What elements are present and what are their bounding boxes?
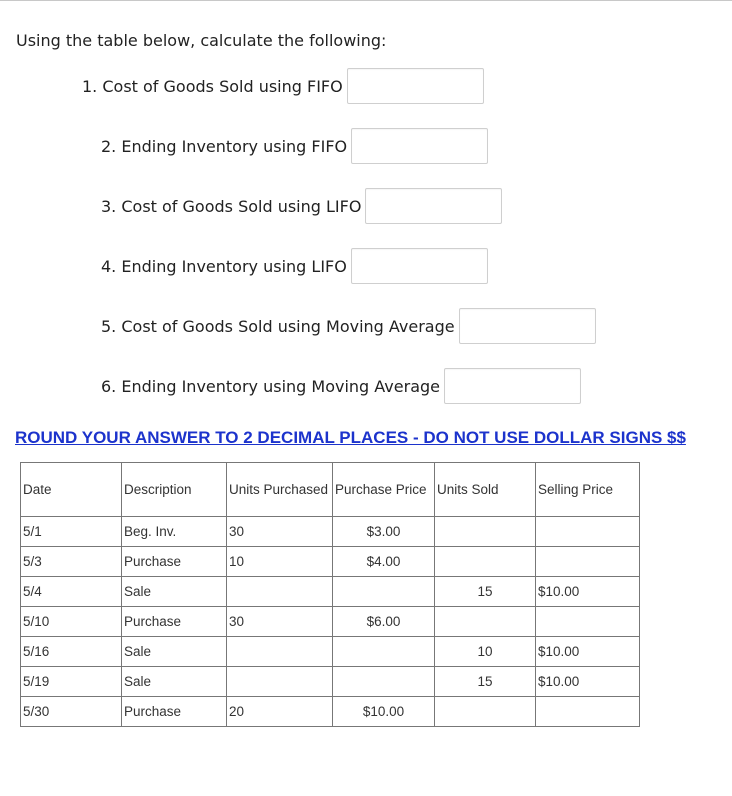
table-row xyxy=(21,667,640,697)
question-6 xyxy=(101,367,581,405)
ending-inventory-moving-average-input[interactable] xyxy=(444,368,581,404)
cell-units-sold xyxy=(435,517,536,547)
cell-date: 5/4 xyxy=(21,577,122,607)
cell-selling-price: $10.00 xyxy=(536,577,640,607)
table-row xyxy=(21,517,640,547)
cell-date: 5/30 xyxy=(21,697,122,727)
cell-description: Sale xyxy=(122,577,227,607)
table-row xyxy=(21,697,640,727)
cell-date: 5/19 xyxy=(21,667,122,697)
question-2-label: 2. Ending Inventory using FIFO xyxy=(101,136,348,156)
cell-date: 5/10 xyxy=(21,607,122,637)
cell-units-purchased: 30 xyxy=(227,517,333,547)
cell-purchase-price xyxy=(333,667,435,697)
ending-inventory-fifo-input[interactable] xyxy=(351,128,488,164)
cell-description: Beg. Inv. xyxy=(122,517,227,547)
cell-selling-price xyxy=(536,517,640,547)
cell-units-purchased: 30 xyxy=(227,607,333,637)
question-4 xyxy=(101,247,488,285)
cell-purchase-price: $6.00 xyxy=(333,607,435,637)
cell-purchase-price: $3.00 xyxy=(333,517,435,547)
cell-date: 5/16 xyxy=(21,637,122,667)
instructions-text: Using the table below, calculate the following: xyxy=(16,31,387,50)
table-row xyxy=(21,607,640,637)
cell-units-purchased: 10 xyxy=(227,547,333,577)
cell-units-sold: 10 xyxy=(435,637,536,667)
header-description: Description xyxy=(122,463,227,517)
header-units-purchased: Units Purchased xyxy=(227,463,333,517)
cell-units-purchased xyxy=(227,577,333,607)
cell-units-purchased xyxy=(227,637,333,667)
question-4-label: 4. Ending Inventory using LIFO xyxy=(101,256,347,276)
table-row xyxy=(21,577,640,607)
inventory-table xyxy=(20,462,640,727)
rounding-notice: ROUND YOUR ANSWER TO 2 DECIMAL PLACES - DO NOT USE DOLLAR SIGNS $$ xyxy=(15,428,686,447)
header-purchase-price: Purchase Price xyxy=(333,463,435,517)
table-row xyxy=(21,547,640,577)
cell-selling-price xyxy=(536,607,640,637)
cell-selling-price: $10.00 xyxy=(536,667,640,697)
header-selling-price: Selling Price xyxy=(536,463,640,517)
question-6-label: 6. Ending Inventory using Moving Average xyxy=(101,376,440,396)
cell-description: Sale xyxy=(122,637,227,667)
cell-date: 5/3 xyxy=(21,547,122,577)
cell-purchase-price xyxy=(333,637,435,667)
cell-units-sold xyxy=(435,607,536,637)
cell-description: Purchase xyxy=(122,547,227,577)
cell-selling-price xyxy=(536,547,640,577)
question-5 xyxy=(101,307,596,345)
question-3-label: 3. Cost of Goods Sold using LIFO xyxy=(101,196,362,216)
ending-inventory-lifo-input[interactable] xyxy=(351,248,488,284)
cell-units-sold xyxy=(435,697,536,727)
cogs-moving-average-input[interactable] xyxy=(459,308,596,344)
header-date: Date xyxy=(21,463,122,517)
cell-date: 5/1 xyxy=(21,517,122,547)
question-3 xyxy=(101,187,502,225)
table-row xyxy=(21,637,640,667)
cell-description: Purchase xyxy=(122,697,227,727)
cell-units-sold xyxy=(435,547,536,577)
cell-purchase-price: $4.00 xyxy=(333,547,435,577)
cogs-lifo-input[interactable] xyxy=(365,188,502,224)
cell-purchase-price xyxy=(333,577,435,607)
cell-units-sold: 15 xyxy=(435,577,536,607)
cell-selling-price xyxy=(536,697,640,727)
cogs-fifo-input[interactable] xyxy=(347,68,484,104)
top-divider xyxy=(0,0,732,1)
cell-units-purchased: 20 xyxy=(227,697,333,727)
question-2 xyxy=(101,127,488,165)
cell-description: Sale xyxy=(122,667,227,697)
table-header-row xyxy=(21,463,640,517)
question-1 xyxy=(82,67,484,105)
cell-description: Purchase xyxy=(122,607,227,637)
question-1-label: 1. Cost of Goods Sold using FIFO xyxy=(82,76,343,96)
header-units-sold: Units Sold xyxy=(435,463,536,517)
cell-purchase-price: $10.00 xyxy=(333,697,435,727)
cell-units-purchased xyxy=(227,667,333,697)
question-5-label: 5. Cost of Goods Sold using Moving Average xyxy=(101,316,455,336)
cell-selling-price: $10.00 xyxy=(536,637,640,667)
cell-units-sold: 15 xyxy=(435,667,536,697)
